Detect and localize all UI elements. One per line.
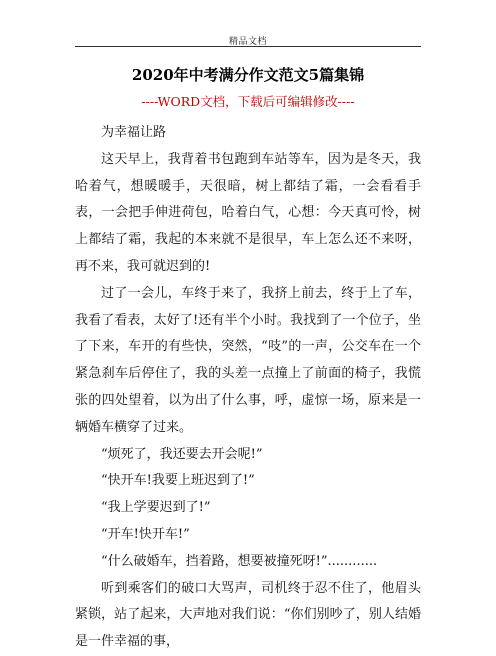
paragraph: “快开车!我要上班迟到了!” (101, 473, 255, 489)
paragraph: “什么破婚车，挡着路，想要被撞死呀!”............ (101, 553, 378, 569)
header-divider (75, 46, 421, 47)
essay-subtitle: 为幸福让路 (101, 125, 167, 140)
paragraph: “开车!快开车!” (101, 526, 190, 542)
running-header: 精品文档 (228, 37, 267, 47)
paragraph: 过了一会儿，车终于来了，我挤上前去，终于上了车，我看了看表，太好了!还有半个小时。我找到了一个位子，坐了下来，车开的有些快，突然，“吱”的一声，公交车在一个紧急刹车后停住了，我的头差一点撞上了前面的椅子，我慌张的四处望着，以为出了什么事，呼，虚惊一场，原来是一辆婚车横穿了过来。 (75, 285, 421, 435)
essay-body (75, 120, 421, 656)
paragraph: “烦死了，我还要去开会呢!” (101, 446, 263, 462)
word-notice: ----WORD文档，下载后可编辑修改---- (141, 94, 355, 109)
paragraph: 这天早上，我背着书包跑到车站等车，因为是冬天，我哈着气，想暖暖手，天很暗，树上都结了霜，一会看看手表，一会把手伸进荷包，哈着白气，心想：今天真可怜，树上都结了霜，我起的本来就不是很早，车上怎么还不来呀，再不来，我可就迟到的! (75, 151, 421, 274)
paragraph: 听到乘客们的破口大骂声，司机终于忍不住了，他眉头紧锁，站了起来，大声地对我们说：“你们别吵了，别人结婚是一件幸福的事， (75, 580, 421, 650)
document-title: 2020年中考满分作文范文5篇集锦 (131, 66, 365, 84)
paragraph: “我上学要迟到了!” (101, 500, 211, 516)
